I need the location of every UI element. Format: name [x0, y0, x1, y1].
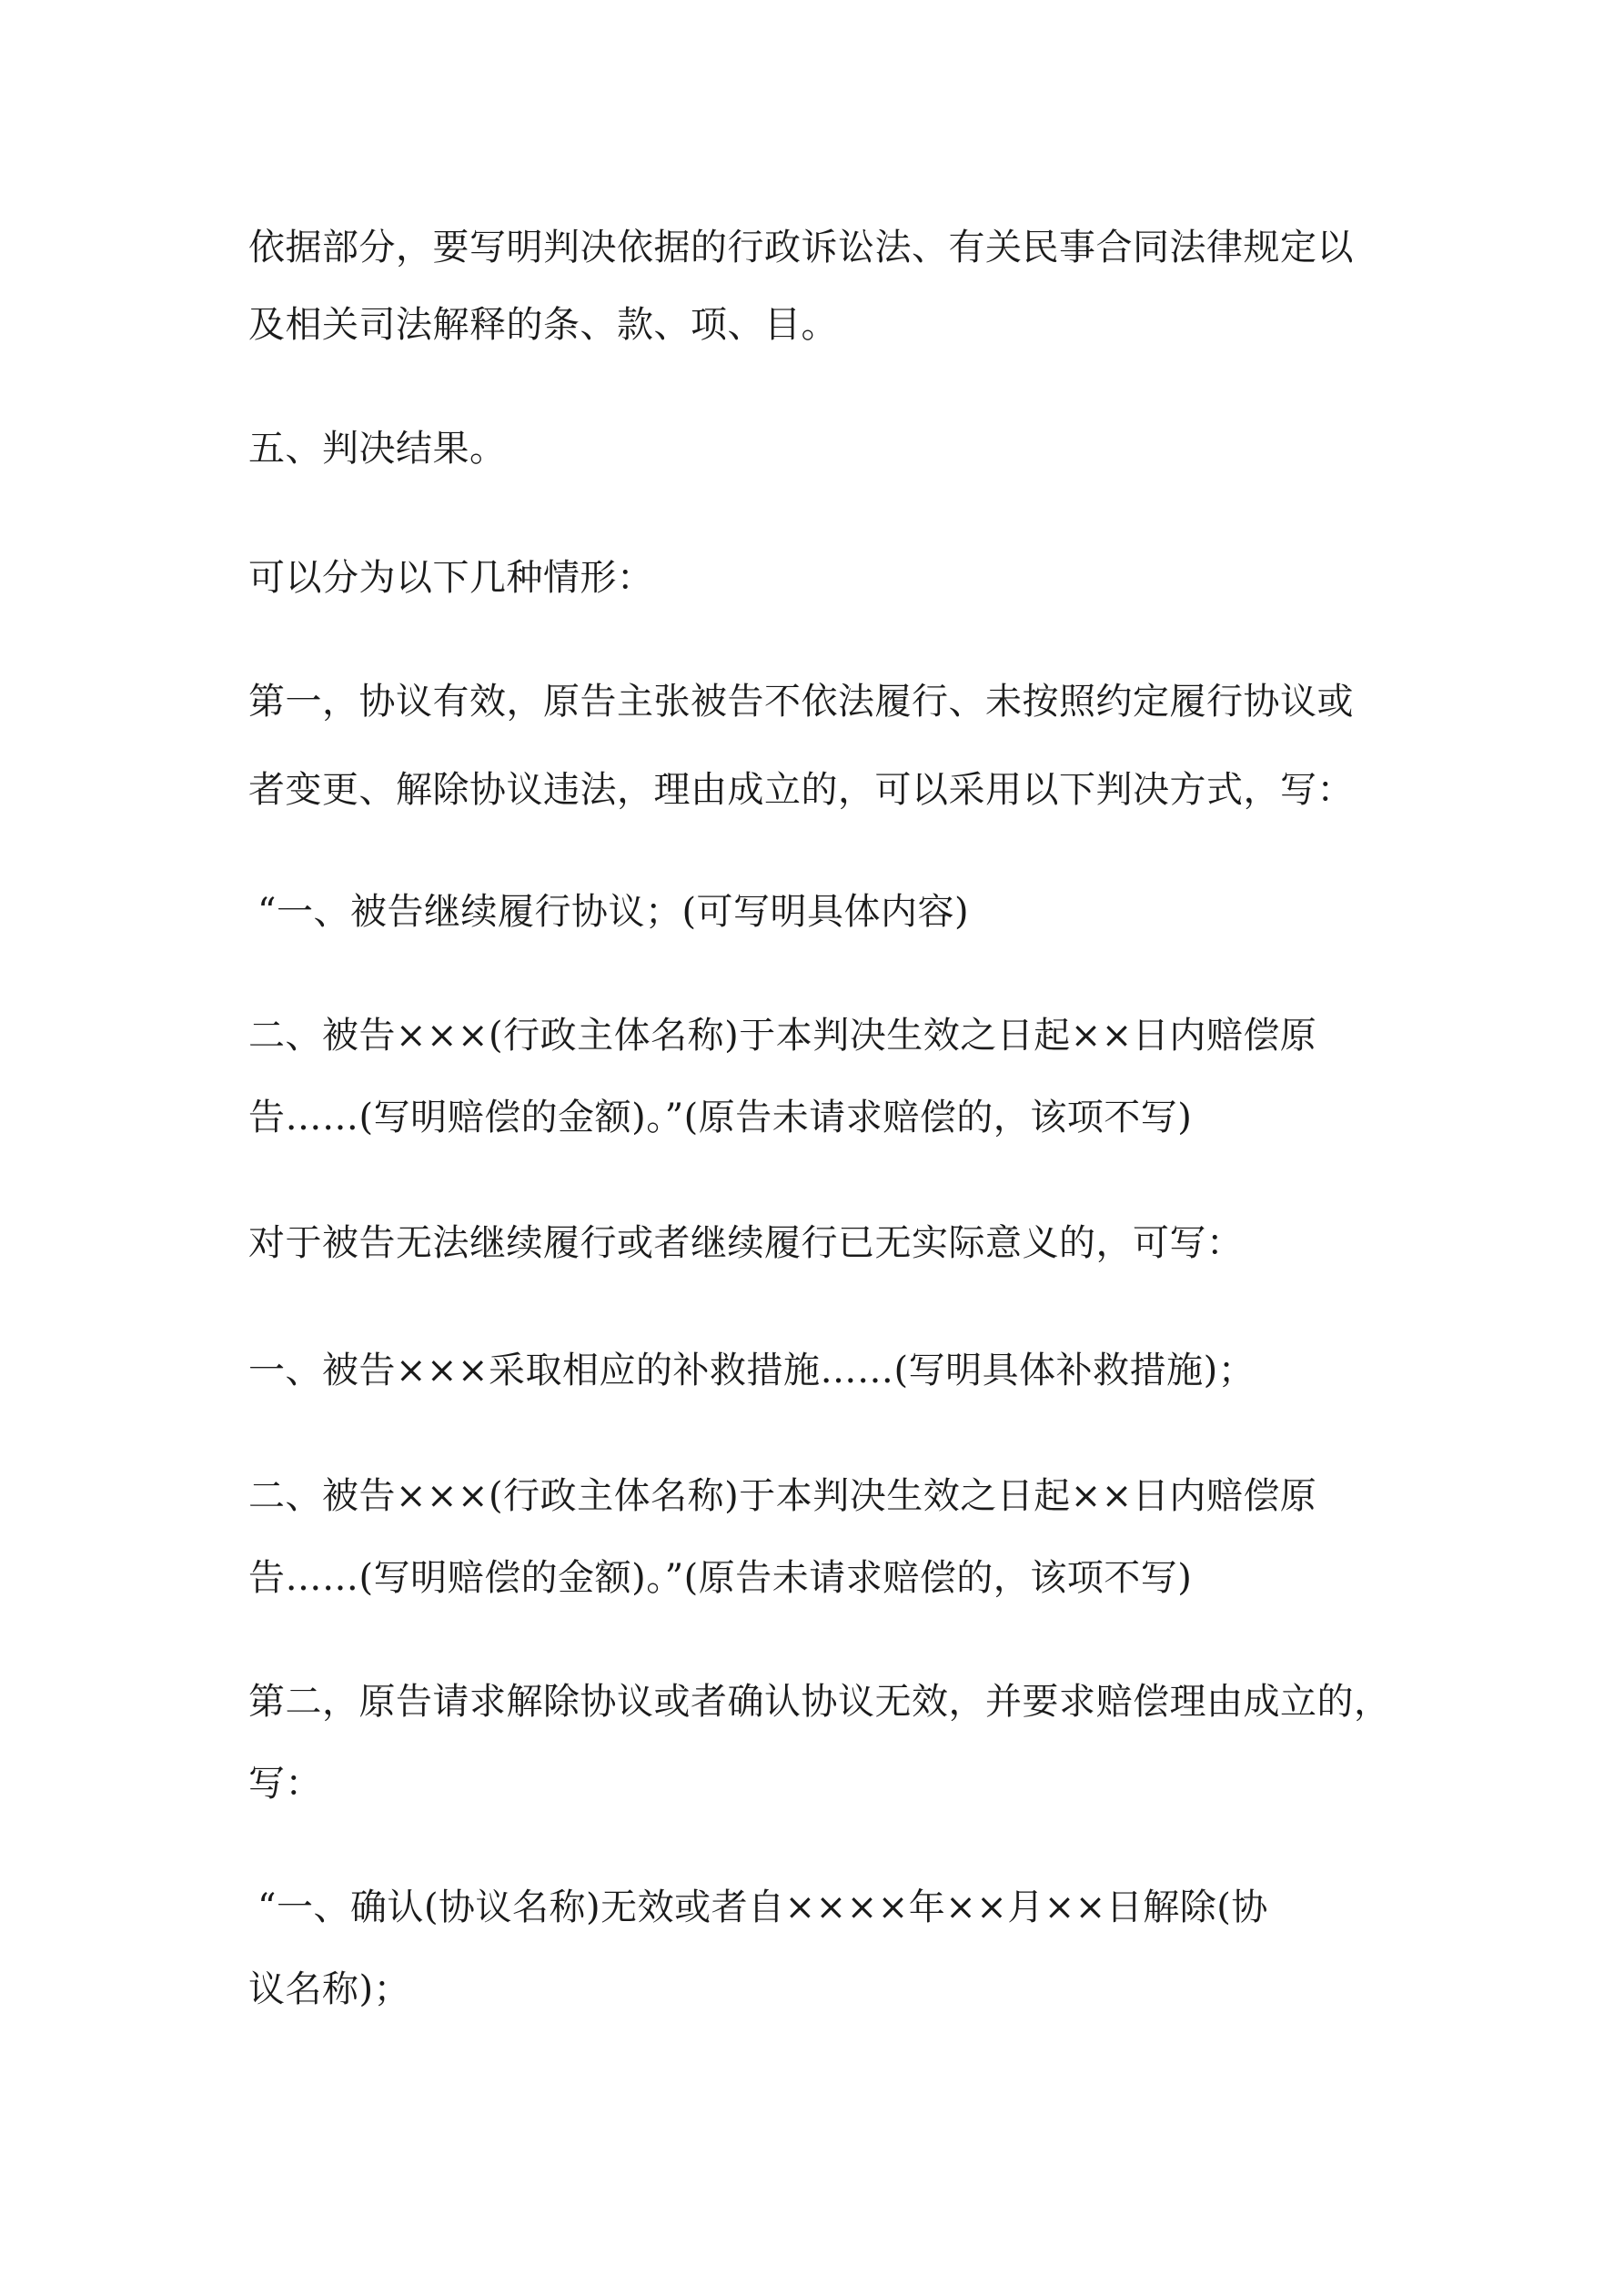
- text-line: 者变更、解除协议违法，理由成立的，可以采用以下判决方式，写：: [248, 769, 1354, 811]
- text-line: “一、确认(协议名称)无效或者自××××年××月××日解除(协: [257, 1886, 1268, 1928]
- text-line: 可以分为以下几种情形：: [248, 557, 654, 599]
- text-line: 五、判决结果。: [248, 428, 507, 470]
- text-line: 告……(写明赔偿的金额)。”(原告未请求赔偿的，该项不写): [248, 1097, 1193, 1138]
- text-line: 二、被告×××(行政主体名称)于本判决生效之日起××日内赔偿原: [248, 1015, 1317, 1057]
- text-line: 告……(写明赔偿的金额)。”(原告未请求赔偿的，该项不写): [248, 1557, 1193, 1599]
- text-line: 写：: [248, 1763, 322, 1805]
- text-line: 依据部分，要写明判决依据的行政诉讼法、有关民事合同法律规定以: [248, 227, 1354, 268]
- text-line: 一、被告×××采取相应的补救措施……(写明具体补救措施)；: [248, 1350, 1256, 1391]
- text-line: 及相关司法解释的条、款、项、目。: [248, 304, 838, 346]
- text-line: 议名称)；: [248, 1968, 411, 2010]
- text-line: 第一，协议有效，原告主张被告不依法履行、未按照约定履行协议或: [248, 681, 1354, 723]
- text-line: “一、被告继续履行协议；(可写明具体内容): [257, 891, 970, 933]
- text-line: 对于被告无法继续履行或者继续履行已无实际意义的，可写：: [248, 1222, 1244, 1264]
- text-line: 二、被告×××(行政主体名称)于本判决生效之日起××日内赔偿原: [248, 1475, 1317, 1517]
- text-line: 第二，原告请求解除协议或者确认协议无效，并要求赔偿理由成立的，: [248, 1681, 1391, 1723]
